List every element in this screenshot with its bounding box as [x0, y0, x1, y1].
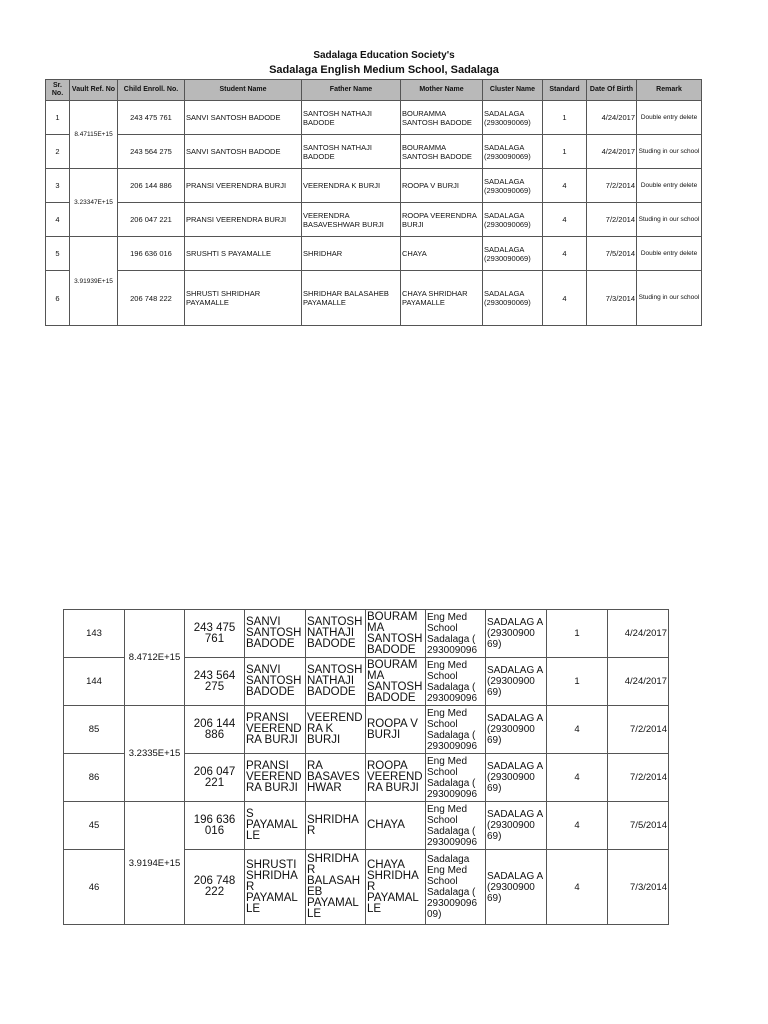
standard-cell: 4 — [547, 802, 608, 850]
standard-cell: 1 — [547, 658, 608, 706]
school-cell: Eng Med School Sadalaga ( 293009096 — [426, 658, 486, 706]
mother-cell: CHAYA — [366, 802, 426, 850]
standard-cell: 1 — [543, 135, 587, 169]
col-header: Father Name — [302, 80, 401, 101]
dob-cell: 4/24/2017 — [608, 658, 669, 706]
standard-cell: 4 — [543, 169, 587, 203]
school-cell: Eng Med School Sadalaga ( 293009096 — [426, 610, 486, 658]
student-cell: SANVI SANTOSH BADODE — [185, 135, 302, 169]
remark-cell: Double entry delete — [637, 237, 702, 271]
col-header: Cluster Name — [483, 80, 543, 101]
father-cell: SANTOSH NATHAJI BADODE — [302, 101, 401, 135]
cluster-cell: SADALAGA (2930090069) — [483, 237, 543, 271]
col-header: Date Of Birth — [587, 80, 637, 101]
enroll-cell: 243 564 275 — [185, 658, 245, 706]
father-cell: SHRIDHA R BALASAH EB PAYAMAL LE — [306, 850, 366, 925]
col-header: Student Name — [185, 80, 302, 101]
student-cell: SANVI SANTOSH BADODE — [185, 101, 302, 135]
sr-no-cell: 4 — [46, 203, 70, 237]
enroll-cell: 243 475 761 — [118, 101, 185, 135]
enroll-cell: 196 636 016 — [118, 237, 185, 271]
father-cell: VEEREND RA K BURJI — [306, 706, 366, 754]
enroll-cell: 243 564 275 — [118, 135, 185, 169]
mother-cell: ROOPA V BURJI — [366, 706, 426, 754]
table-row — [46, 271, 702, 326]
cluster-cell: SADALAGA (2930090069) — [483, 101, 543, 135]
vault-ref-cell: 8.4712E+15 — [125, 610, 185, 706]
sr-no-cell: 1 — [46, 101, 70, 135]
dob-cell: 4/24/2017 — [608, 610, 669, 658]
remark-cell: Studing in our school — [637, 271, 702, 326]
dob-cell: 7/3/2014 — [608, 850, 669, 925]
student-cell: SANVI SANTOSH BADODE — [245, 610, 306, 658]
standard-cell: 4 — [547, 754, 608, 802]
table-row — [46, 203, 702, 237]
school-cell: Eng Med School Sadalaga ( 293009096 — [426, 706, 486, 754]
father-cell: SHRIDHA R — [306, 802, 366, 850]
cluster-cell: SADALAGA (2930090069) — [483, 203, 543, 237]
col-header: Mother Name — [401, 80, 483, 101]
father-cell: SHRIDHAR — [302, 237, 401, 271]
cluster-cell: SADALAGA (2930090069) — [483, 271, 543, 326]
student-cell: PRANSI VEERENDRA BURJI — [185, 169, 302, 203]
sr-no-cell: 86 — [64, 754, 125, 802]
remark-cell: Double entry delete — [637, 101, 702, 135]
remark-cell: Double entry delete — [637, 169, 702, 203]
mother-cell: ROOPA V BURJI — [401, 169, 483, 203]
table-row — [64, 706, 669, 754]
student-cell: PRANSI VEEREND RA BURJI — [245, 754, 306, 802]
student-cell: SRUSHTI S PAYAMALLE — [185, 237, 302, 271]
father-cell: SANTOSH NATHAJI BADODE — [306, 658, 366, 706]
sr-no-cell: 5 — [46, 237, 70, 271]
father-cell: SANTOSH NATHAJI BADODE — [306, 610, 366, 658]
enroll-cell: 206 047 221 — [118, 203, 185, 237]
father-cell: RA BASAVES HWAR — [306, 754, 366, 802]
mother-cell: BOURAMMA SANTOSH BADODE — [401, 101, 483, 135]
col-header: Remark — [637, 80, 702, 101]
cluster-cell: SADALAG A (29300900 69) — [486, 706, 547, 754]
remark-cell: Studing in our school — [637, 203, 702, 237]
records-table — [45, 79, 702, 326]
col-header: Child Enroll. No. — [118, 80, 185, 101]
col-header: Standard — [543, 80, 587, 101]
dob-cell: 4/24/2017 — [587, 101, 637, 135]
student-cell: SHRUSTI SHRIDHAR PAYAMALLE — [185, 271, 302, 326]
student-cell: SANVI SANTOSH BADODE — [245, 658, 306, 706]
society-title: Sadalaga Education Society's — [313, 50, 455, 61]
student-cell: S PAYAMAL LE — [245, 802, 306, 850]
table-row — [64, 610, 669, 658]
mother-cell: CHAYA SHRIDHAR PAYAMALLE — [401, 271, 483, 326]
enroll-cell: 206 748 222 — [118, 271, 185, 326]
cluster-cell: SADALAG A (29300900 69) — [486, 754, 547, 802]
school-cell: Sadalaga Eng Med School Sadalaga ( 293009096 09) — [426, 850, 486, 925]
vault-ref-cell: 3.2335E+15 — [125, 706, 185, 802]
dob-cell: 7/2/2014 — [608, 706, 669, 754]
standard-cell: 4 — [543, 203, 587, 237]
mother-cell: ROOPA VEEREND RA BURJI — [366, 754, 426, 802]
standard-cell: 4 — [547, 706, 608, 754]
records-table-excerpt — [63, 609, 669, 925]
col-header: Sr. No. — [46, 80, 70, 101]
father-cell: VEERENDRA K BURJI — [302, 169, 401, 203]
mother-cell: ROOPA VEERENDRA BURJI — [401, 203, 483, 237]
father-cell: SANTOSH NATHAJI BADODE — [302, 135, 401, 169]
enroll-cell: 196 636 016 — [185, 802, 245, 850]
table-row — [46, 135, 702, 169]
vault-ref-cell: 3.91939E+15 — [70, 237, 118, 326]
mother-cell: CHAYA — [401, 237, 483, 271]
cluster-cell: SADALAGA (2930090069) — [483, 169, 543, 203]
standard-cell: 4 — [543, 237, 587, 271]
remark-cell: Studing in our school — [637, 135, 702, 169]
student-cell: PRANSI VEERENDRA BURJI — [185, 203, 302, 237]
cluster-cell: SADALAG A (29300900 69) — [486, 802, 547, 850]
standard-cell: 4 — [547, 850, 608, 925]
table-row — [46, 169, 702, 203]
mother-cell: BOURAM MA SANTOSH BADODE — [366, 610, 426, 658]
sr-no-cell: 6 — [46, 271, 70, 326]
sr-no-cell: 85 — [64, 706, 125, 754]
vault-ref-cell: 3.9194E+15 — [125, 802, 185, 925]
standard-cell: 1 — [547, 610, 608, 658]
dob-cell: 7/2/2014 — [587, 169, 637, 203]
standard-cell: 1 — [543, 101, 587, 135]
vault-ref-cell: 3.23347E+15 — [70, 169, 118, 237]
standard-cell: 4 — [543, 271, 587, 326]
school-cell: Eng Med School Sadalaga ( 293009096 — [426, 802, 486, 850]
mother-cell: CHAYA SHRIDHA R PAYAMAL LE — [366, 850, 426, 925]
cluster-cell: SADALAG A (29300900 69) — [486, 658, 547, 706]
student-cell: SHRUSTI SHRIDHA R PAYAMAL LE — [245, 850, 306, 925]
vault-ref-cell: 8.47115E+15 — [70, 101, 118, 169]
table-row — [46, 237, 702, 271]
sr-no-cell: 144 — [64, 658, 125, 706]
enroll-cell: 206 748 222 — [185, 850, 245, 925]
enroll-cell: 206 144 886 — [118, 169, 185, 203]
dob-cell: 4/24/2017 — [587, 135, 637, 169]
father-cell: VEERENDRA BASAVESHWAR BURJI — [302, 203, 401, 237]
table-row — [46, 101, 702, 135]
col-header: Vault Ref. No — [70, 80, 118, 101]
sr-no-cell: 3 — [46, 169, 70, 203]
sr-no-cell: 46 — [64, 850, 125, 925]
sr-no-cell: 143 — [64, 610, 125, 658]
dob-cell: 7/2/2014 — [608, 754, 669, 802]
student-cell: PRANSI VEEREND RA BURJI — [245, 706, 306, 754]
mother-cell: BOURAM MA SANTOSH BADODE — [366, 658, 426, 706]
cluster-cell: SADALAG A (29300900 69) — [486, 610, 547, 658]
cluster-cell: SADALAG A (29300900 69) — [486, 850, 547, 925]
dob-cell: 7/3/2014 — [587, 271, 637, 326]
mother-cell: BOURAMMA SANTOSH BADODE — [401, 135, 483, 169]
table-header-row — [46, 80, 702, 101]
school-cell: Eng Med School Sadalaga ( 293009096 — [426, 754, 486, 802]
enroll-cell: 243 475 761 — [185, 610, 245, 658]
sr-no-cell: 45 — [64, 802, 125, 850]
enroll-cell: 206 144 886 — [185, 706, 245, 754]
sr-no-cell: 2 — [46, 135, 70, 169]
dob-cell: 7/5/2014 — [587, 237, 637, 271]
enroll-cell: 206 047 221 — [185, 754, 245, 802]
table-row — [64, 802, 669, 850]
dob-cell: 7/5/2014 — [608, 802, 669, 850]
father-cell: SHRIDHAR BALASAHEB PAYAMALLE — [302, 271, 401, 326]
cluster-cell: SADALAGA (2930090069) — [483, 135, 543, 169]
school-title: Sadalaga English Medium School, Sadalaga — [269, 64, 499, 76]
dob-cell: 7/2/2014 — [587, 203, 637, 237]
